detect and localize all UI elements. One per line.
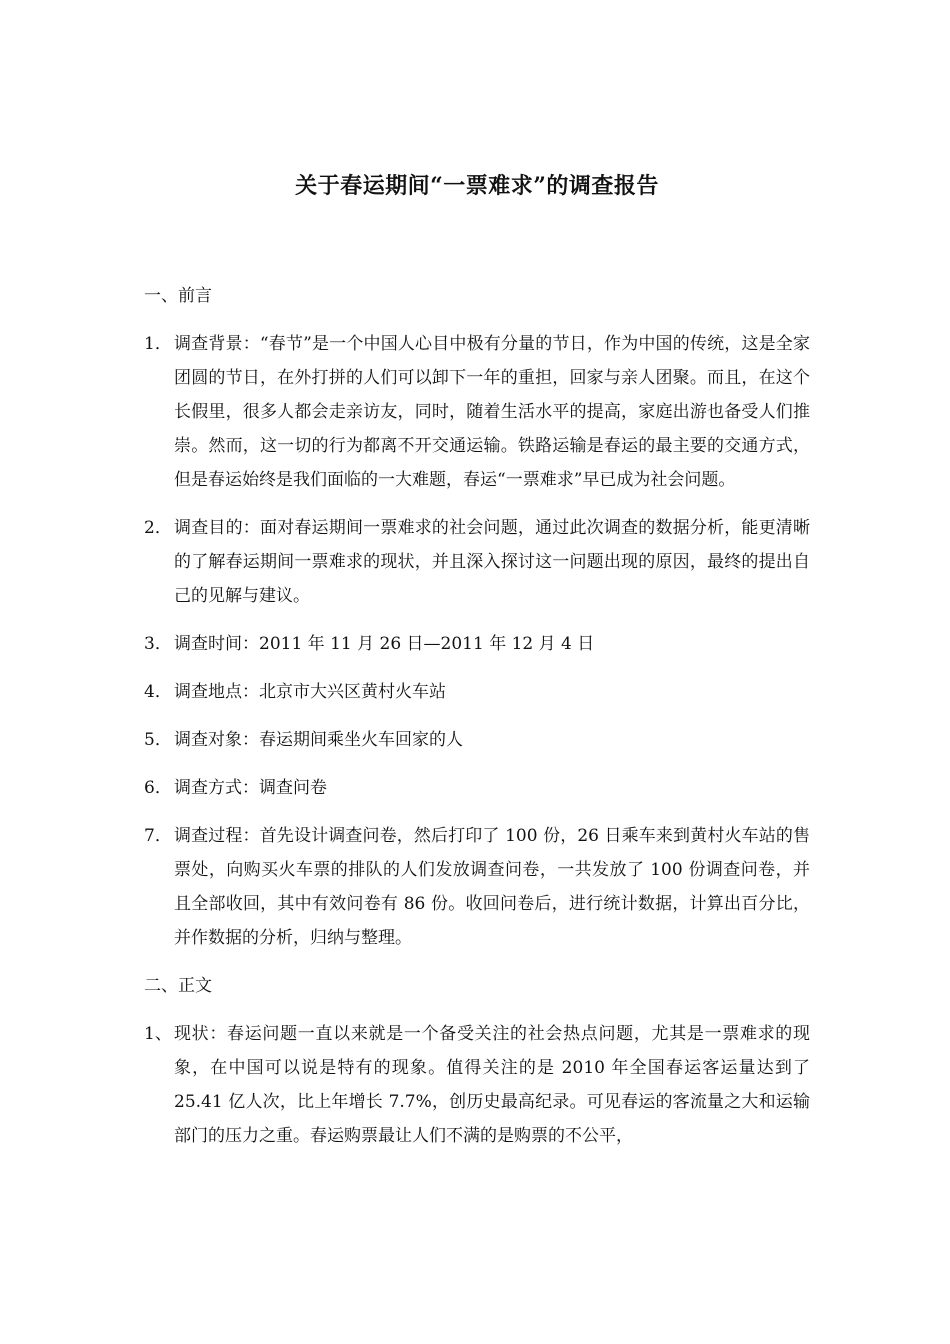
list-item: [144, 327, 810, 497]
item-number: 1、: [144, 1024, 172, 1044]
item-text: 调查方式：调查问卷: [174, 778, 327, 798]
item-text: 调查时间：2011 年 11 月 26 日—2011 年 12 月 4 日: [174, 634, 595, 654]
document-title: 关于春运期间“一票难求”的调查报告: [295, 173, 659, 199]
item-text: 调查地点：北京市大兴区黄村火车站: [174, 682, 446, 702]
section-body: [144, 969, 810, 1153]
list-item: [144, 675, 810, 709]
item-text: 现状：春运问题一直以来就是一个备受关注的社会热点问题，尤其是一票难求的现象，在中国可以说是特有的现象。值得关注的是 2010 年全国春运客运量达到了 25.41 亿人次，比上年增长 7.7%，创历史最高纪录。可见春运的客流量之大和运输部门的压力之重。春运购票最让人们不满的是购票的不公平，: [174, 1024, 810, 1146]
item-number: 3．: [144, 634, 172, 654]
item-text: 调查过程：首先设计调查问卷，然后打印了 100 份，26 日乘车来到黄村火车站的售票处，向购买火车票的排队的人们发放调查问卷，一共发放了 100 份调查问卷，并且全部收回，其中有效问卷有 86 份。收回问卷后，进行统计数据，计算出百分比，并作数据的分析，归纳与整理。: [174, 826, 810, 948]
list-item: [144, 511, 810, 613]
item-number: 4．: [144, 682, 172, 702]
item-number: 1．: [144, 334, 172, 354]
item-number: 5．: [144, 730, 172, 750]
list-item: [144, 1017, 810, 1153]
item-number: 2．: [144, 518, 172, 538]
list-item: [144, 819, 810, 955]
item-text: 调查目的：面对春运期间一票难求的社会问题，通过此次调查的数据分析，能更清晰的了解春运期间一票难求的现状，并且深入探讨这一问题出现的原因，最终的提出自己的见解与建议。: [174, 518, 810, 606]
item-text: 调查背景：“春节”是一个中国人心目中极有分量的节日，作为中国的传统，这是全家团圆的节日，在外打拼的人们可以卸下一年的重担，回家与亲人团聚。而且，在这个长假里，很多人都会走亲访友，同时，随着生活水平的提高，家庭出游也备受人们推崇。然而，这一切的行为都离不开交通运输。铁路运输是春运的最主要的交通方式，但是春运始终是我们面临的一大难题，春运“一票难求”早已成为社会问题。: [174, 334, 810, 490]
list-item: [144, 771, 810, 805]
section-heading: 一、前言: [144, 286, 212, 306]
section-preface: [144, 279, 810, 955]
section-heading: 二、正文: [144, 976, 212, 996]
item-text: 调查对象：春运期间乘坐火车回家的人: [174, 730, 463, 750]
item-number: 7．: [144, 826, 172, 846]
item-number: 6．: [144, 778, 172, 798]
list-item: [144, 627, 810, 661]
list-item: [144, 723, 810, 757]
